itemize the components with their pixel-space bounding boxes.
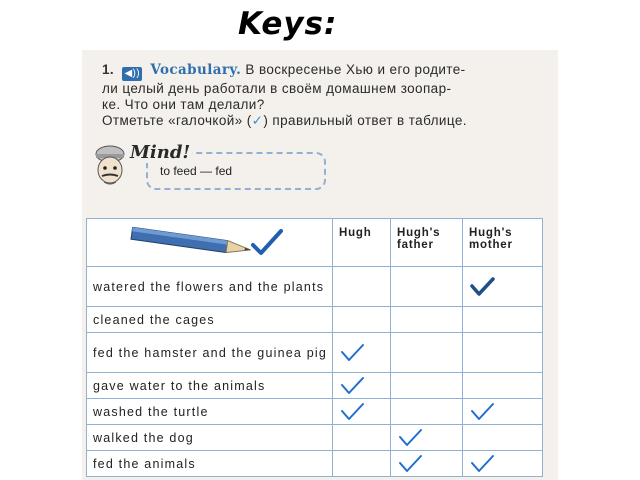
mind-label: Mind! (130, 142, 191, 163)
check-cell-hughs-father[interactable] (391, 451, 463, 477)
check-cell-hughs-mother[interactable] (463, 307, 543, 333)
check-cell-hughs-father[interactable] (391, 373, 463, 399)
instruction-line-3: ке. Что они там делали? (102, 97, 265, 112)
row-action-text: walked the dog (87, 425, 333, 451)
mind-note-text: to feed — fed (160, 164, 233, 178)
table-row (87, 399, 543, 425)
column-header-hughs-mother: Hugh's mother (463, 219, 543, 267)
table-row (87, 267, 543, 307)
check-cell-hughs-father[interactable] (391, 267, 463, 307)
check-mark-icon (469, 276, 495, 298)
row-action-text: watered the flowers and the plants (87, 267, 333, 307)
tick-sample-icon: ✓ (251, 113, 264, 128)
check-mark-icon (339, 342, 365, 364)
table-row (87, 333, 543, 373)
check-mark-icon (469, 453, 495, 475)
row-action-text: cleaned the cages (87, 307, 333, 333)
instruction-line-4a: Отметьте «галочкой» ( (102, 113, 252, 128)
table-row (87, 373, 543, 399)
row-action-text: gave water to the animals (87, 373, 333, 399)
row-action-text: fed the hamster and the guinea pig (87, 333, 333, 373)
instruction-line-1: В воскресенье Хью и его родите- (245, 62, 466, 77)
pencil-check-icon (127, 227, 287, 259)
exercise-heading (102, 62, 552, 129)
check-cell-hughs-father[interactable] (391, 333, 463, 373)
table-row (87, 425, 543, 451)
table-header-row (87, 219, 543, 267)
check-mark-icon (397, 427, 423, 449)
check-mark-icon (469, 401, 495, 423)
column-header-hugh: Hugh (333, 219, 391, 267)
instruction-line-2: ли целый день работали в своём домашнем зоопар- (102, 81, 452, 96)
row-action-text: washed the turtle (87, 399, 333, 425)
check-cell-hugh[interactable] (333, 307, 391, 333)
column-header-hughs-father: Hugh's father (391, 219, 463, 267)
check-cell-hughs-mother[interactable] (463, 373, 543, 399)
check-mark-icon (339, 401, 365, 423)
check-cell-hughs-mother[interactable] (463, 451, 543, 477)
check-cell-hughs-father[interactable] (391, 307, 463, 333)
check-cell-hugh[interactable] (333, 373, 391, 399)
check-cell-hugh[interactable] (333, 333, 391, 373)
slide-title: Keys: (238, 6, 338, 42)
mind-note (84, 142, 324, 188)
check-cell-hughs-mother[interactable] (463, 399, 543, 425)
check-cell-hughs-mother[interactable] (463, 425, 543, 451)
row-action-text: fed the animals (87, 451, 333, 477)
check-cell-hughs-mother[interactable] (463, 267, 543, 307)
textbook-page (82, 50, 558, 480)
check-cell-hugh[interactable] (333, 267, 391, 307)
audio-icon[interactable]: ◀)) (122, 67, 142, 81)
exercise-number: 1. (102, 62, 115, 77)
table-corner (87, 219, 333, 267)
check-cell-hughs-father[interactable] (391, 425, 463, 451)
check-cell-hughs-father[interactable] (391, 399, 463, 425)
answer-table (86, 218, 543, 477)
check-mark-icon (339, 375, 365, 397)
check-cell-hughs-mother[interactable] (463, 333, 543, 373)
check-cell-hugh[interactable] (333, 399, 391, 425)
check-cell-hugh[interactable] (333, 425, 391, 451)
check-cell-hugh[interactable] (333, 451, 391, 477)
vocabulary-label: Vocabulary. (150, 62, 242, 78)
table-row (87, 451, 543, 477)
table-row (87, 307, 543, 333)
check-mark-icon (397, 453, 423, 475)
instruction-line-4b: ) правильный ответ в таблице. (263, 113, 467, 128)
